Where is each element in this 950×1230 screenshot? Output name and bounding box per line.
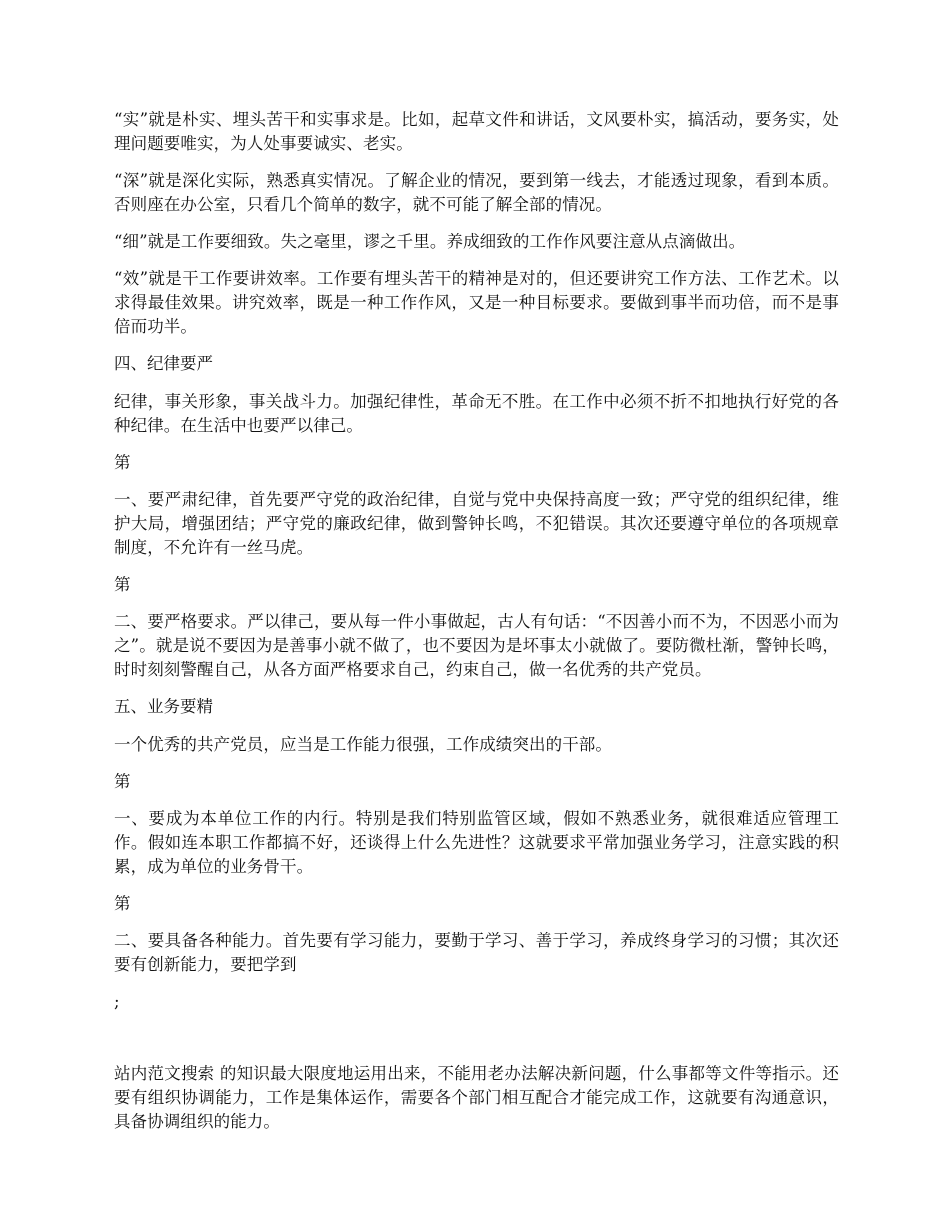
section-heading-business: 五、业务要精 (114, 697, 213, 716)
ordinal-marker: 第 (114, 453, 131, 472)
section-heading-discipline: 四、纪律要严 (114, 354, 213, 373)
paragraph-shen: “深”就是深化实际，熟悉真实情况。了解企业的情况，要到第一线去，才能透过现象，看到本质。否则座在办公室，只看几个简单的数字，就不可能了解全部的情况。 (114, 171, 839, 214)
paragraph-xi: “细”就是工作要细致。失之毫里，谬之千里。养成细致的工作作风要注意从点滴做出。 (114, 232, 746, 251)
paragraph-xiao: “效”就是干工作要讲效率。工作要有埋头苦干的精神是对的，但还要讲究工作方法、工作艺术。以求得最佳效果。讲究效率，既是一种工作作风，又是一种目标要求。要做到事半而功倍，而不是事倍而功半。 (114, 269, 839, 336)
paragraph-discipline-intro: 纪律，事关形象，事关战斗力。加强纪律性，革命无不胜。在工作中必须不折不扣地执行好党的各种纪律。在生活中也要严以律己。 (114, 392, 839, 435)
ordinal-marker: 第 (114, 772, 131, 791)
continuation-text: 的知识最大限度地运用出来，不能用老办法解决新问题，什么事都等文件等指示。还要有组织协调能力，工作是集体运作，需要各个部门相互配合才能完成工作，这就要有沟通意识，具备协调组织的能力。 (114, 1064, 839, 1131)
paragraph-business-intro: 一个优秀的共产党员，应当是工作能力很强，工作成绩突出的干部。 (114, 735, 612, 754)
ordinal-marker: 第 (114, 575, 131, 594)
paragraph-business-1: 一、要成为本单位工作的内行。特别是我们特别监管区域，假如不熟悉业务，就很难适应管理工作。假如连本职工作都搞不好，还谈得上什么先进性？这就要求平常加强业务学习，注意实践的积累，成为单位的业务骨干。 (114, 809, 839, 876)
paragraph-business-2: 二、要具备各种能力。首先要有学习能力，要勤于学习、善于学习，养成终身学习的习惯；其次还要有创新能力，要把学到 (114, 931, 839, 974)
paragraph-discipline-2: 二、要严格要求。严以律己，要从每一件小事做起，古人有句话：“不因善小而不为，不因恶小而为之”。就是说不要因为是善事小就不做了，也不要因为是坏事太小就做了。要防微杜渐，警钟长鸣，时时刻刻警醒自己，从各方面严格要求自己，约束自己，做一名优秀的共产党员。 (114, 612, 839, 679)
site-search-link[interactable]: 站内范文搜索 (114, 1064, 215, 1083)
ordinal-marker: 第 (114, 894, 131, 913)
document-body (114, 108, 839, 1147)
stray-semicolon: ; (114, 992, 120, 1011)
paragraph-continuation (114, 1062, 839, 1134)
spacer (114, 1014, 839, 1062)
paragraph-discipline-1: 一、要严肃纪律，首先要严守党的政治纪律，自觉与党中央保持高度一致；严守党的组织纪律，维护大局，增强团结；严守党的廉政纪律，做到警钟长鸣，不犯错误。其次还要遵守单位的各项规章制度，不允许有一丝马虎。 (114, 490, 839, 557)
paragraph-shi: “实”就是朴实、埋头苦干和实事求是。比如，起草文件和讲话，文风要朴实，搞活动，要务实，处理问题要唯实，为人处事要诚实、老实。 (114, 110, 839, 153)
